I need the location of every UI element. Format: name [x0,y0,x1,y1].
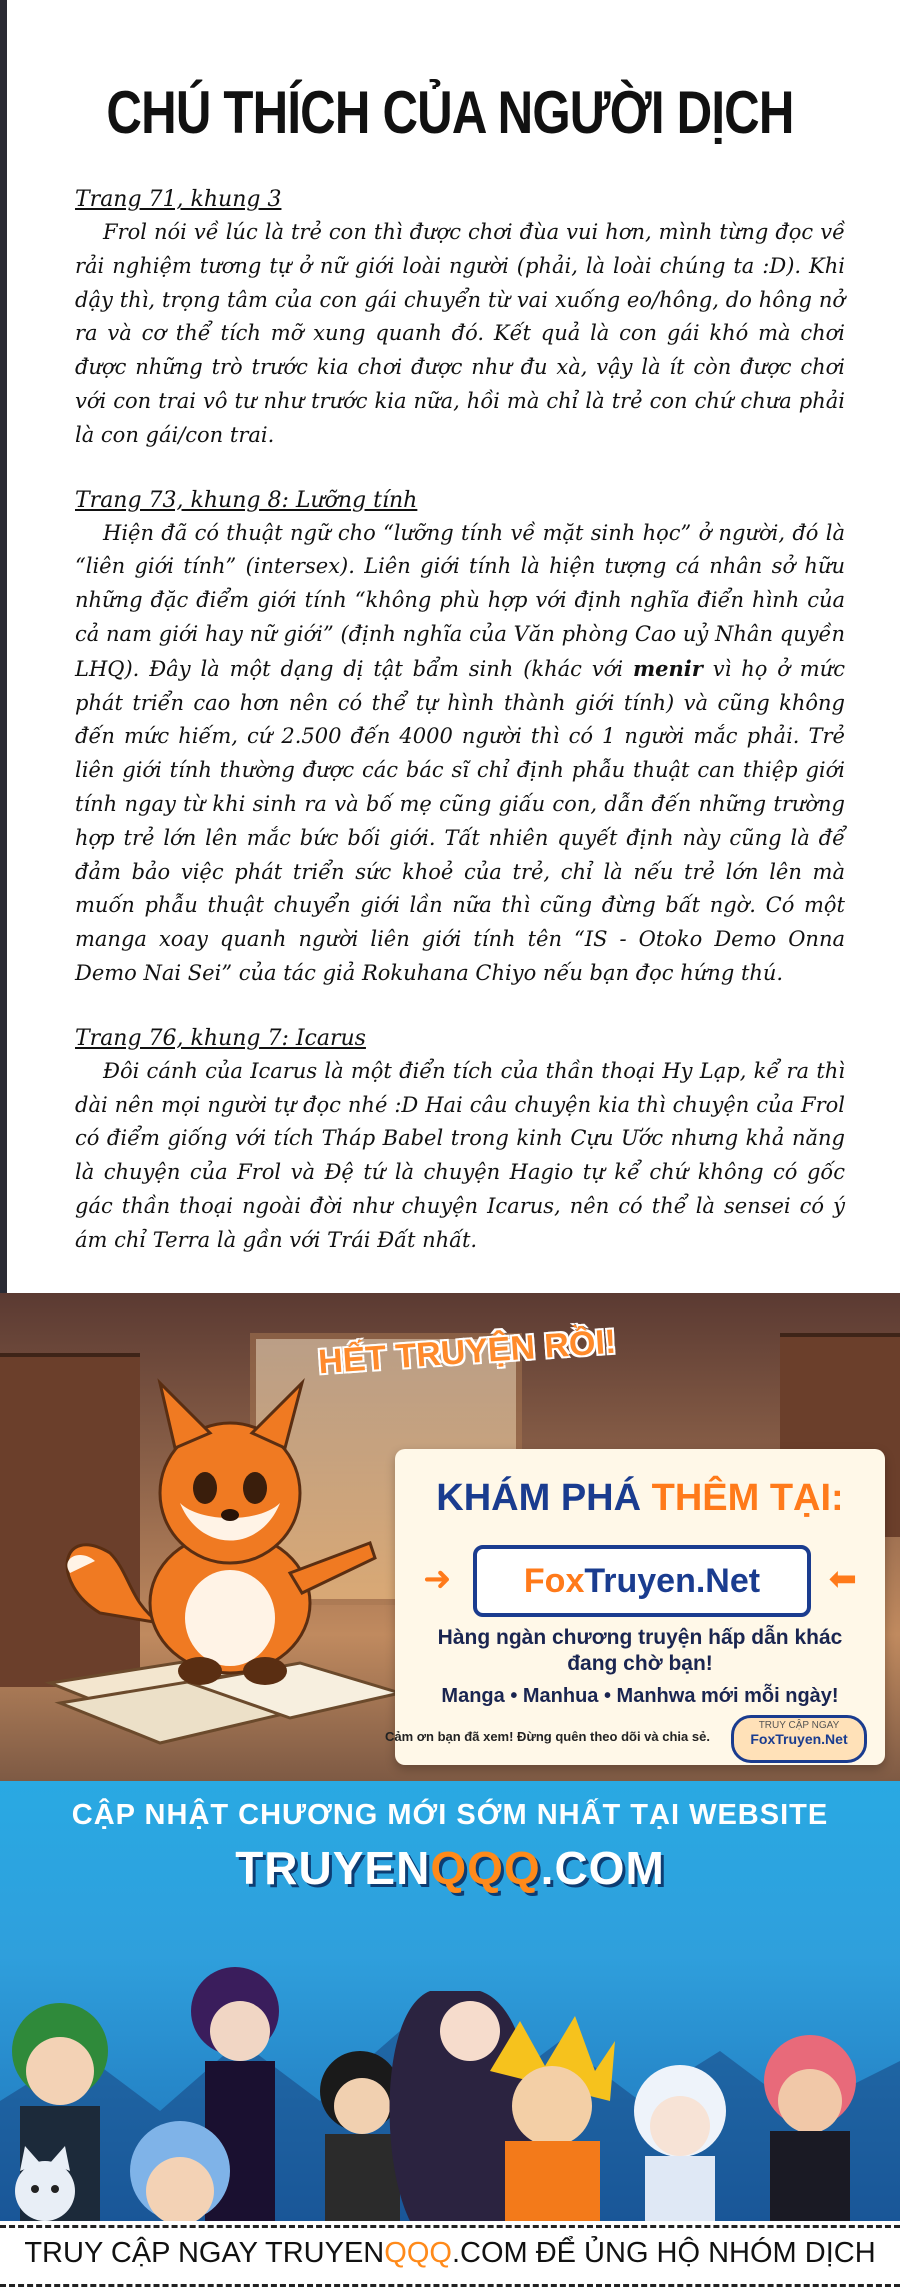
note-body-emphasis: menir [632,655,703,681]
page-title: CHÚ THÍCH CỦA NGƯỜI DỊCH [106,79,794,146]
note-page-73 [75,487,845,991]
left-border [0,0,7,1293]
footer-text [0,2237,900,2270]
explore-prefix: KHÁM PHÁ [436,1477,652,1519]
footer-divider [0,2284,900,2287]
foxtruyen-link[interactable] [473,1545,811,1617]
note-body: Đôi cánh của Icarus là một điển tích của thần thoại Hy Lạp, kể ra thì dài nên mọi người tự đọc nhé :D Hai câu chuyện kia thì chuyện của Frol có điểm giống với tích Tháp Babel trong kinh Cựu Ước nhưng khả năng là chuyện của Frol và Đệ tứ là chuyện Hagio tự kể chứ không có gốc gác thần thoại ngoài đời như chuyện Icarus, nên có thể là sensei có ý ám chỉ Terra là gần với Trái Đất nhất. [75,1058,845,1252]
cta-label: TRUY CẬP NGAY [758,1720,840,1731]
note-body: Frol nói về lúc là trẻ con thì được chơi đùa vui hơn, mình từng đọc về rải nghiệm tương tự ở nữ giới loài người (phải, là loài chúng ta :D). Khi dậy thì, trọng tâm của con gái chuyển từ vai xuống eo/hông, do hông nở ra và cơ thể tích mỡ xung quanh đó. Kết quả là con gái khó mà chơi được những trò trước kia chơi được như đu xà, vậy là ít còn được chơi với con trai vô tư như trước kia nữa, hồi mà chỉ là trẻ con chứ chưa phải là con gái/con trai. [75,220,845,447]
truyenqqq-banner[interactable] [0,1781,900,2221]
fox-icon [67,1383,375,1685]
note-body [75,517,845,991]
promo-card [385,1449,885,1765]
fox-mascot-illustration [40,1353,420,1763]
character-blue-hair [130,2121,230,2221]
note-body-text: Hiện đã có thuật ngữ cho “lưỡng tính về mặt sinh học” ở người, đó là “liên giới tính” (intersex). Liên giới tính là hiện tượng cá nhân sở hữu những đặc điểm giới tính “không phù hợp với định nghĩa điển hình của cả nam giới hay nữ giới” (định nghĩa của Văn phòng Cao uỷ Nhân quyền LHQ). Đây là một dạng dị tật bẩm sinh (khác với [75,520,845,681]
end-of-chapter-label: HẾT TRUYỆN RỒI! [317,1322,618,1382]
promo-thanks: Cảm ơn bạn đã xem! Đừng quên theo dõi và chia sẻ. [385,1729,710,1744]
character-dark-hair [320,2051,400,2221]
anime-characters-illustration [0,1901,900,2221]
arrow-left-icon: ⬅ [828,1559,857,1599]
footer-text-part: .COM ĐỂ ỦNG HỘ NHÓM DỊCH [451,2237,876,2269]
explore-heading [395,1477,885,1520]
promo-description: Hàng ngàn chương truyện hấp dẫn khác đang chờ bạn! [437,1626,843,1675]
note-heading: Trang 73, khung 8: Lưỡng tính [75,487,418,513]
footer-divider [0,2225,900,2228]
notes-list [75,186,845,1292]
promo-types: Manga • Manhua • Manhwa mới mỗi ngày! [441,1685,839,1707]
footer-text-part: TRUY CẬP NGAY TRUYEN [24,2237,385,2269]
note-page-76 [75,1025,845,1258]
cta-site: FoxTruyen.Net [750,1731,848,1747]
footer-text-part: QQQ [384,2237,452,2269]
footer-banner[interactable] [0,2221,900,2290]
note-heading: Trang 76, khung 7: Icarus [75,1025,366,1051]
explore-highlight: THÊM TẠI: [651,1477,844,1519]
arrow-right-icon: ➜ [423,1559,452,1599]
note-page-71 [75,186,845,453]
character-white-hood [634,2065,726,2221]
qqq-tagline: CẬP NHẬT CHƯƠNG MỚI SỚM NHẤT TẠI WEBSITE [71,1799,829,1831]
site-name-part: TRUYEN [235,1842,431,1894]
site-name-part: Fox [523,1562,585,1600]
note-heading: Trang 71, khung 3 [75,187,282,212]
site-name-part: .COM [540,1842,665,1894]
site-name-part: QQQ [430,1842,541,1894]
site-name-part: Truyen.Net [584,1562,761,1600]
foxtruyen-banner[interactable] [0,1293,900,1781]
note-body-text: vì họ ở mức phát triển cao hơn nên có thể tự hình thành giới tính) và cũng không đến mức hiếm, cứ 2.500 đến 4000 người thì có 1 người mắc phải. Trẻ liên giới tính thường được các bác sĩ chỉ định phẫu thuật can thiệp giới tính ngay từ khi sinh ra và bố mẹ cũng giấu con, dẫn đến những trường hợp trẻ lớn lên mắc bức bối giới. Tất nhiên quyết định này cũng là để đảm bảo việc phát triển sức khoẻ của trẻ, chỉ là nếu trẻ lớn lên mà muốn phẫu thuật chuyển giới lần nữa thì cũng đừng bất ngờ. Có một manga xoay quanh người liên giới tính tên “IS - Otoko Demo Onna Demo Nai Sei” của tác giả Rokuhana Chiyo nếu bạn đọc hứng thú. [75,656,845,985]
visit-now-button[interactable] [731,1715,867,1763]
qqq-site-name [0,1841,900,1895]
